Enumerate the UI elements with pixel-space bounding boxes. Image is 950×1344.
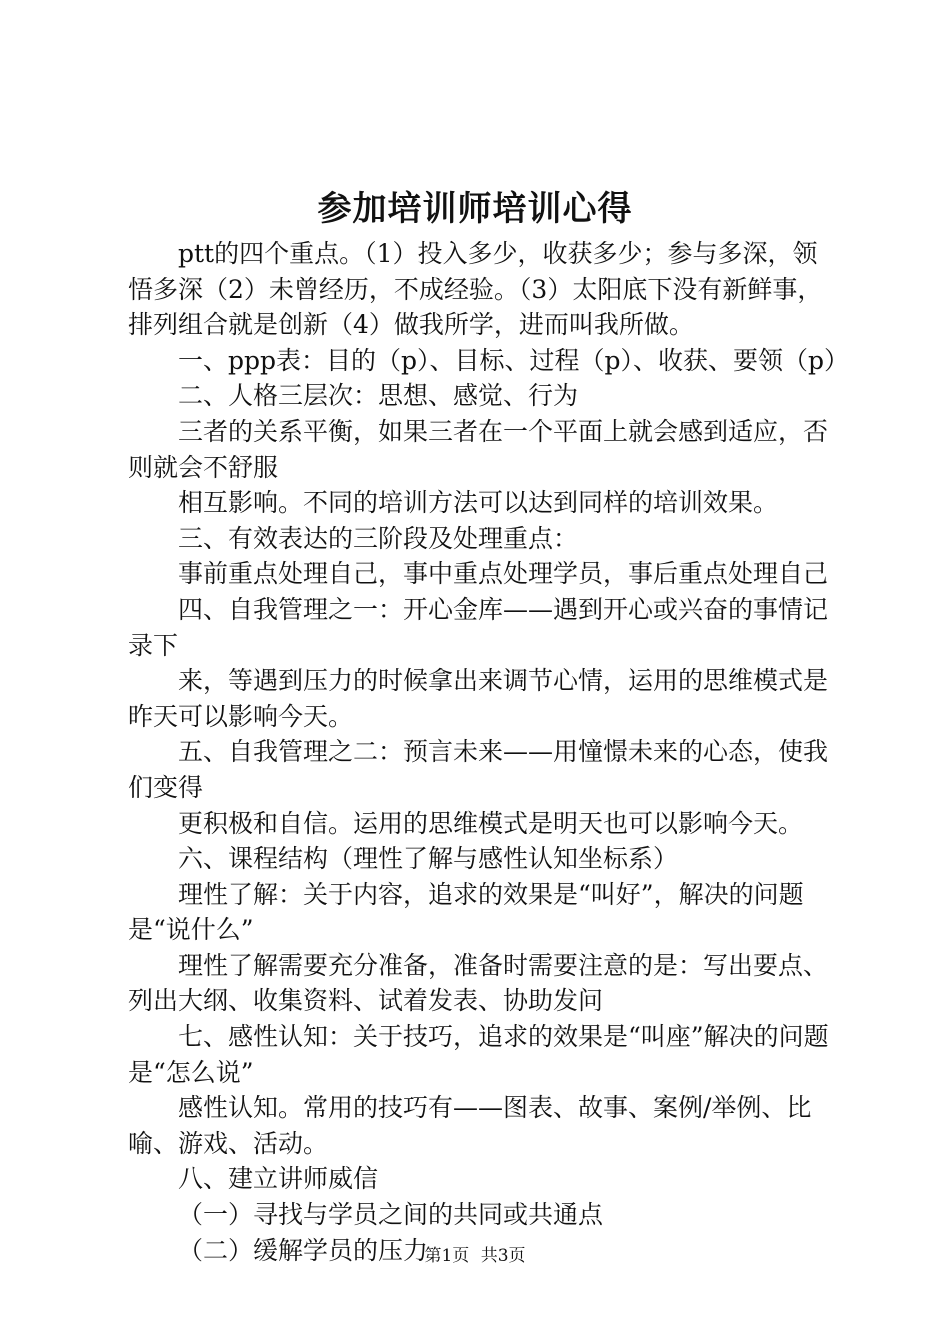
paragraph: 三、有效表达的三阶段及处理重点： [178, 523, 579, 553]
paragraph: （二）缓解学员的压力 [178, 1235, 429, 1265]
document-body [128, 236, 850, 1268]
page-number: 第1页 [424, 1246, 470, 1266]
paragraph: 感性认知。常用的技巧有——图表、故事、案例/举例、比喻、游戏、活动。 [128, 1093, 812, 1158]
paragraph: 理性了解需要充分准备，准备时需要注意的是：写出要点、列出大纲、收集资料、试着发表、协助发问 [128, 950, 829, 1016]
paragraph: 相互影响。不同的培训方法可以达到同样的培训效果。 [178, 488, 779, 518]
paragraph: （一）寻找与学员之间的共同或共通点 [178, 1200, 604, 1230]
paragraph: 更积极和自信。运用的思维模式是明天也可以影响今天。 [178, 808, 804, 838]
paragraph: 理性了解：关于内容，追求的效果是“叫好”，解决的问题是“说什么” [128, 879, 804, 945]
paragraph: 五、自我管理之二：预言未来——用憧憬未来的心态，使我们变得 [128, 737, 829, 802]
paragraph: 事前重点处理自己，事中重点处理学员，事后重点处理自己 [178, 559, 829, 589]
page-title: 参加培训师培训心得 [317, 189, 633, 229]
paragraph: 三者的关系平衡，如果三者在一个平面上就会感到适应，否则就会不舒服 [128, 416, 829, 482]
paragraph: 六、课程结构（理性了解与感性认知坐标系） [178, 844, 679, 874]
paragraph: 七、感性认知：关于技巧，追求的效果是“叫座”解决的问题是“怎么说” [128, 1022, 829, 1087]
paragraph: 二、人格三层次：思想、感觉、行为 [178, 381, 579, 411]
paragraph: ptt的四个重点。（1）投入多少，收获多少；参与多深，领悟多深（2）未曾经历，不成经验。（3）太阳底下没有新鲜事，排列组合就是创新（4）做我所学，进而叫我所做。 [128, 239, 823, 340]
paragraph: 八、建立讲师威信 [178, 1164, 379, 1194]
paragraph: 一、ppp表：目的（p）、目标、过程（p）、收获、要领（p） [178, 345, 850, 375]
page-total: 共3页 [480, 1246, 526, 1266]
paragraph: 来，等遇到压力的时候拿出来调节心情，运用的思维模式是昨天可以影响今天。 [128, 666, 829, 731]
paragraph: 四、自我管理之一：开心金库——遇到开心或兴奋的事情记录下 [128, 594, 829, 660]
page-footer [0, 1244, 950, 1268]
